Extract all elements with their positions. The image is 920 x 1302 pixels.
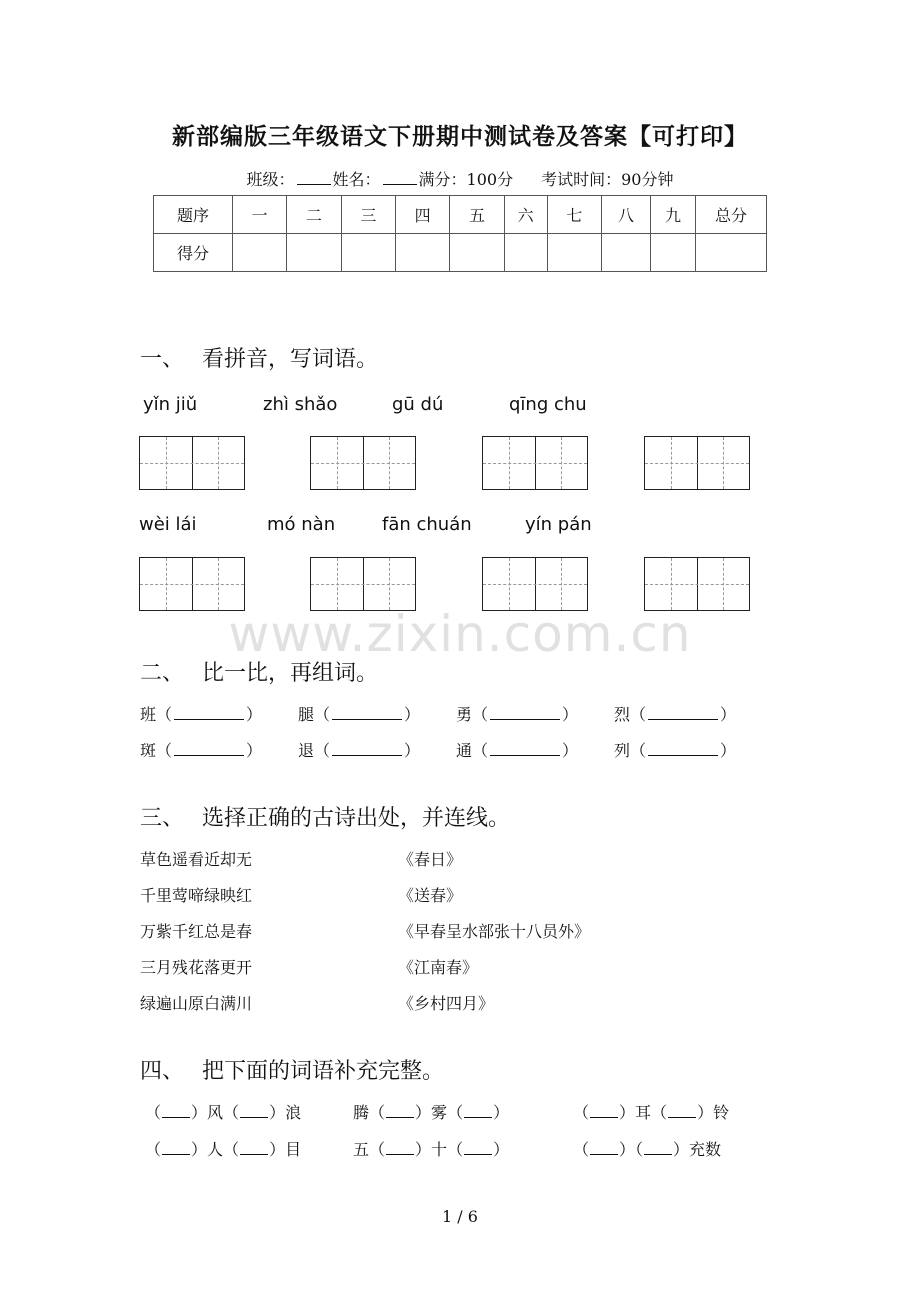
exam-info bbox=[0, 167, 920, 190]
score-table-row bbox=[154, 234, 767, 272]
header-cell: 九 bbox=[651, 196, 696, 234]
answer-blank[interactable] bbox=[490, 743, 560, 756]
section-1-heading bbox=[140, 342, 378, 373]
pinyin: wèi lái bbox=[139, 514, 197, 535]
score-cell[interactable] bbox=[651, 234, 696, 272]
writing-grid[interactable] bbox=[139, 557, 245, 611]
poem-source[interactable]: 《乡村四月》 bbox=[398, 994, 495, 1013]
answer-blank[interactable] bbox=[490, 707, 560, 720]
poem-source[interactable]: 《春日》 bbox=[398, 850, 463, 869]
header-cell: 三 bbox=[341, 196, 395, 234]
compare-item: 列（ ） bbox=[614, 741, 737, 760]
idiom-blank[interactable] bbox=[240, 1142, 268, 1155]
header-cell: 五 bbox=[450, 196, 504, 234]
score-cell[interactable] bbox=[696, 234, 767, 272]
score-cell[interactable] bbox=[233, 234, 287, 272]
answer-blank[interactable] bbox=[648, 707, 718, 720]
section-title: 选择正确的古诗出处，并连线。 bbox=[202, 806, 511, 831]
header-cell: 六 bbox=[504, 196, 547, 234]
idiom-blank[interactable] bbox=[590, 1142, 618, 1155]
score-cell[interactable] bbox=[450, 234, 504, 272]
section-title: 看拼音，写词语。 bbox=[202, 347, 379, 372]
writing-grid[interactable] bbox=[644, 557, 750, 611]
section-number: 四、 bbox=[140, 1059, 185, 1084]
writing-grid[interactable] bbox=[482, 436, 588, 490]
watermark: www.zixin.com.cn bbox=[228, 605, 692, 663]
idiom-blank[interactable] bbox=[668, 1105, 696, 1118]
writing-grid[interactable] bbox=[310, 436, 416, 490]
poem-line[interactable]: 绿遍山原白满川 bbox=[140, 994, 253, 1013]
idiom-blank[interactable] bbox=[464, 1142, 492, 1155]
header-cell: 八 bbox=[602, 196, 651, 234]
header-cell: 四 bbox=[395, 196, 449, 234]
poem-line[interactable]: 万紫千红总是春 bbox=[140, 922, 253, 941]
writing-grid[interactable] bbox=[310, 557, 416, 611]
score-cell[interactable] bbox=[602, 234, 651, 272]
pinyin: qīng chu bbox=[509, 394, 587, 415]
compare-item: 班（ ） bbox=[140, 705, 263, 724]
score-cell[interactable] bbox=[395, 234, 449, 272]
idiom-item: 五（ ）十（ ） bbox=[353, 1140, 510, 1159]
section-number: 一、 bbox=[140, 347, 185, 372]
header-cell: 七 bbox=[547, 196, 601, 234]
header-cell: 总分 bbox=[696, 196, 767, 234]
score-cell[interactable] bbox=[547, 234, 601, 272]
exam-time: 考试时间：90分钟 bbox=[541, 170, 674, 189]
score-table bbox=[153, 195, 767, 272]
answer-blank[interactable] bbox=[332, 707, 402, 720]
writing-grid[interactable] bbox=[644, 436, 750, 490]
pinyin: fān chuán bbox=[382, 514, 472, 535]
poem-line[interactable]: 千里莺啼绿映红 bbox=[140, 886, 253, 905]
compare-item: 退（ ） bbox=[298, 741, 421, 760]
page-title: 新部编版三年级语文下册期中测试卷及答案【可打印】 bbox=[172, 123, 748, 150]
poem-line[interactable]: 草色遥看近却无 bbox=[140, 850, 253, 869]
section-title: 把下面的词语补充完整。 bbox=[202, 1059, 445, 1084]
idiom-item: （ ）风（ ）浪 bbox=[145, 1103, 302, 1122]
idiom-blank[interactable] bbox=[464, 1105, 492, 1118]
idiom-blank[interactable] bbox=[590, 1105, 618, 1118]
score-table-header bbox=[154, 196, 767, 234]
pinyin: yǐn jiǔ bbox=[143, 394, 198, 415]
compare-item: 通（ ） bbox=[456, 741, 579, 760]
pinyin: mó nàn bbox=[267, 514, 336, 535]
poem-source[interactable]: 《早春呈水部张十八员外》 bbox=[398, 922, 591, 941]
writing-grid[interactable] bbox=[139, 436, 245, 490]
idiom-blank[interactable] bbox=[162, 1105, 190, 1118]
pinyin: gū dú bbox=[392, 394, 444, 415]
idiom-blank[interactable] bbox=[162, 1142, 190, 1155]
idiom-blank[interactable] bbox=[386, 1142, 414, 1155]
name-label: 姓名： bbox=[332, 170, 381, 189]
class-blank bbox=[297, 170, 331, 185]
poem-line[interactable]: 三月残花落更开 bbox=[140, 958, 253, 977]
class-label: 班级： bbox=[246, 170, 295, 189]
compare-item: 烈（ ） bbox=[614, 705, 737, 724]
section-4-heading bbox=[140, 1054, 444, 1085]
writing-grid[interactable] bbox=[482, 557, 588, 611]
answer-blank[interactable] bbox=[174, 707, 244, 720]
full-score: 满分：100分 bbox=[418, 170, 514, 189]
score-cell[interactable] bbox=[287, 234, 341, 272]
idiom-item: （ ）（ ）充数 bbox=[573, 1140, 722, 1159]
pinyin: yín pán bbox=[525, 514, 592, 535]
section-number: 三、 bbox=[140, 806, 185, 831]
name-blank bbox=[383, 170, 417, 185]
answer-blank[interactable] bbox=[648, 743, 718, 756]
compare-item: 勇（ ） bbox=[456, 705, 579, 724]
page-number: 1 / 6 bbox=[442, 1207, 478, 1226]
answer-blank[interactable] bbox=[174, 743, 244, 756]
idiom-blank[interactable] bbox=[644, 1142, 672, 1155]
header-cell: 一 bbox=[233, 196, 287, 234]
compare-item: 腿（ ） bbox=[298, 705, 421, 724]
pinyin: zhì shǎo bbox=[263, 394, 338, 415]
row-label: 得分 bbox=[154, 234, 233, 272]
section-2-heading bbox=[140, 656, 378, 687]
poem-source[interactable]: 《送春》 bbox=[398, 886, 463, 905]
idiom-item: （ ）人（ ）目 bbox=[145, 1140, 302, 1159]
idiom-item: （ ）耳（ ）铃 bbox=[573, 1103, 730, 1122]
section-number: 二、 bbox=[140, 661, 185, 686]
header-cell: 题序 bbox=[154, 196, 233, 234]
score-cell[interactable] bbox=[504, 234, 547, 272]
header-cell: 二 bbox=[287, 196, 341, 234]
compare-item: 斑（ ） bbox=[140, 741, 263, 760]
idiom-blank[interactable] bbox=[386, 1105, 414, 1118]
idiom-blank[interactable] bbox=[240, 1105, 268, 1118]
answer-blank[interactable] bbox=[332, 743, 402, 756]
poem-source[interactable]: 《江南春》 bbox=[398, 958, 479, 977]
score-cell[interactable] bbox=[341, 234, 395, 272]
section-title: 比一比，再组词。 bbox=[202, 661, 379, 686]
section-3-heading bbox=[140, 801, 510, 832]
idiom-item: 腾（ ）雾（ ） bbox=[353, 1103, 510, 1122]
